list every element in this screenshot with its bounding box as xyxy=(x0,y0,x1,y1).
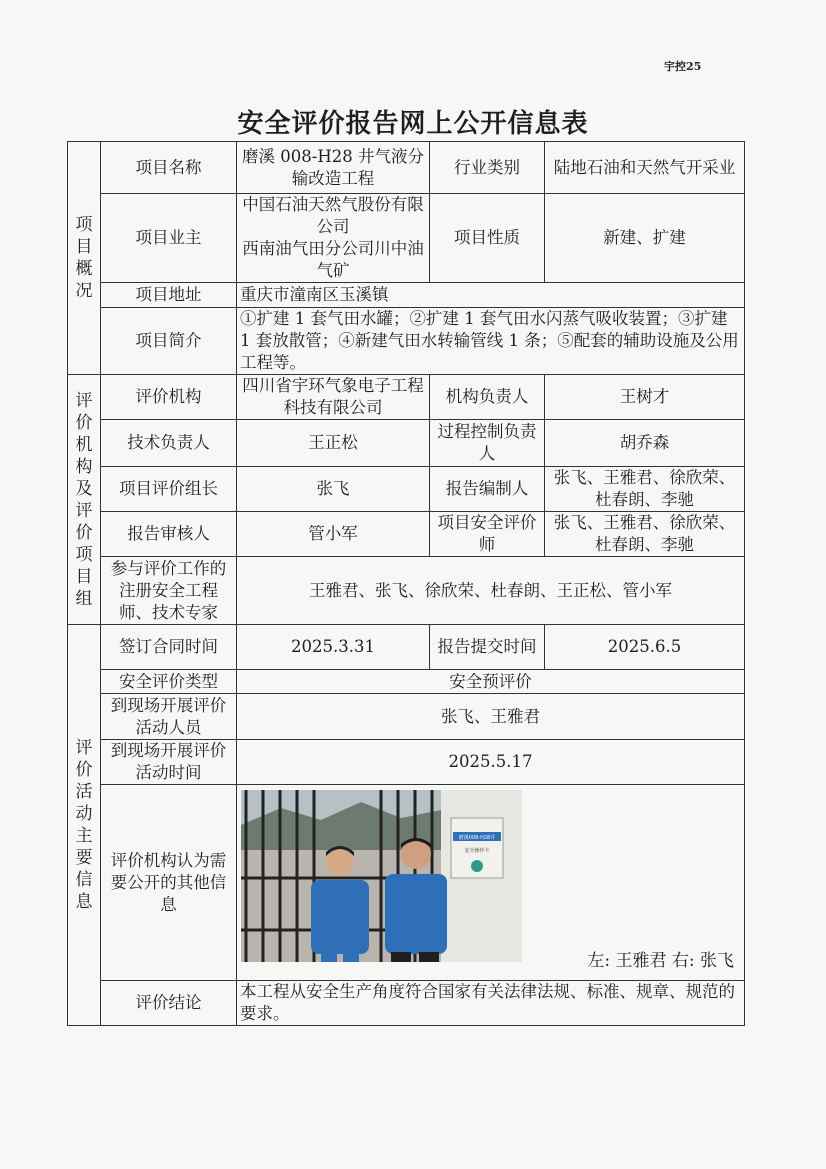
project-intro-label: 项目简介 xyxy=(101,308,237,375)
conclusion-value: 本工程从安全生产角度符合国家有关法律法规、标准、规章、规范的要求。 xyxy=(237,981,745,1026)
document-code: 宇控25 xyxy=(664,60,702,73)
row-leader xyxy=(68,467,745,512)
process-lead-value: 胡乔森 xyxy=(545,420,745,467)
site-time-value: 2025.5.17 xyxy=(237,740,745,785)
row-tech xyxy=(68,420,745,467)
photo-sign-sub: 安全操作卡 xyxy=(464,848,490,854)
assessor-label: 项目安全评价师 xyxy=(430,512,545,557)
project-owner-value xyxy=(237,194,430,283)
project-owner-line1: 中国石油天然气股份有限公司 xyxy=(242,195,424,236)
row-project-address xyxy=(68,283,745,308)
process-lead-label: 过程控制负责人 xyxy=(430,420,545,467)
row-org xyxy=(68,375,745,420)
org-label: 评价机构 xyxy=(101,375,237,420)
section-activity: 评价活动主要信息 xyxy=(68,625,101,1026)
project-owner-label: 项目业主 xyxy=(101,194,237,283)
row-project-owner xyxy=(68,194,745,283)
row-reviewer xyxy=(68,512,745,557)
project-name-label: 项目名称 xyxy=(101,142,237,194)
engineers-value: 王雅君、张飞、徐欣荣、杜春朗、王正松、管小军 xyxy=(237,557,745,625)
reviewer-label: 报告审核人 xyxy=(101,512,237,557)
assessor-value: 张飞、王雅君、徐欣荣、杜春朗、李驰 xyxy=(545,512,745,557)
submit-date-value: 2025.6.5 xyxy=(545,625,745,670)
photo-sign-title: 磨溪008-H28井 xyxy=(458,835,496,841)
other-info-label: 评价机构认为需要公开的其他信息 xyxy=(101,785,237,981)
nature-label: 项目性质 xyxy=(430,194,545,283)
engineers-label: 参与评价工作的注册安全工程师、技术专家 xyxy=(101,557,237,625)
row-project-name xyxy=(68,142,745,194)
team-leader-value: 张飞 xyxy=(237,467,430,512)
section-team: 评价机构及评价项目组 xyxy=(68,375,101,625)
assessment-type-value: 安全预评价 xyxy=(237,670,745,694)
row-project-intro xyxy=(68,308,745,375)
project-address-label: 项目地址 xyxy=(101,283,237,308)
industry-label: 行业类别 xyxy=(430,142,545,194)
row-staff xyxy=(68,694,745,740)
reviewer-value: 管小军 xyxy=(237,512,430,557)
contract-date-label: 签订合同时间 xyxy=(101,625,237,670)
industry-value: 陆地石油和天然气开采业 xyxy=(545,142,745,194)
row-time xyxy=(68,740,745,785)
site-staff-label: 到现场开展评价活动人员 xyxy=(101,694,237,740)
site-staff-value: 张飞、王雅君 xyxy=(237,694,745,740)
document-title: 安全评价报告网上公开信息表 xyxy=(237,109,589,139)
project-name-value: 磨溪 008-H28 井气液分输改造工程 xyxy=(237,142,430,194)
submit-date-label: 报告提交时间 xyxy=(430,625,545,670)
org-value: 四川省宇环气象电子工程科技有限公司 xyxy=(237,375,430,420)
team-leader-label: 项目评价组长 xyxy=(101,467,237,512)
tech-lead-value: 王正松 xyxy=(237,420,430,467)
row-conclusion xyxy=(68,981,745,1026)
project-intro-value: ①扩建 1 套气田水罐；②扩建 1 套气田水闪蒸气吸收装置；③扩建 1 套放散管；④新建气田水转输管线 1 条；⑤配套的辅助设施及公用工程等。 xyxy=(237,308,745,375)
report-writer-value: 张飞、王雅君、徐欣荣、杜春朗、李驰 xyxy=(545,467,745,512)
assessment-type-label: 安全评价类型 xyxy=(101,670,237,694)
other-info-cell xyxy=(237,785,745,981)
tech-lead-label: 技术负责人 xyxy=(101,420,237,467)
org-head-label: 机构负责人 xyxy=(430,375,545,420)
site-time-label: 到现场开展评价活动时间 xyxy=(101,740,237,785)
nature-value: 新建、扩建 xyxy=(545,194,745,283)
row-other xyxy=(68,785,745,981)
contract-date-value: 2025.3.31 xyxy=(237,625,430,670)
report-writer-label: 报告编制人 xyxy=(430,467,545,512)
project-owner-line2: 西南油气田分公司川中油气矿 xyxy=(242,239,424,280)
project-address-value: 重庆市潼南区玉溪镇 xyxy=(237,283,745,308)
info-table xyxy=(67,141,745,1026)
section-overview: 项目概况 xyxy=(68,142,101,375)
row-contract xyxy=(68,625,745,670)
row-engineers xyxy=(68,557,745,625)
row-type xyxy=(68,670,745,694)
site-photo xyxy=(241,790,522,962)
photo-caption: 左: 王雅君 右: 张飞 xyxy=(587,951,734,971)
conclusion-label: 评价结论 xyxy=(101,981,237,1026)
org-head-value: 王树才 xyxy=(545,375,745,420)
